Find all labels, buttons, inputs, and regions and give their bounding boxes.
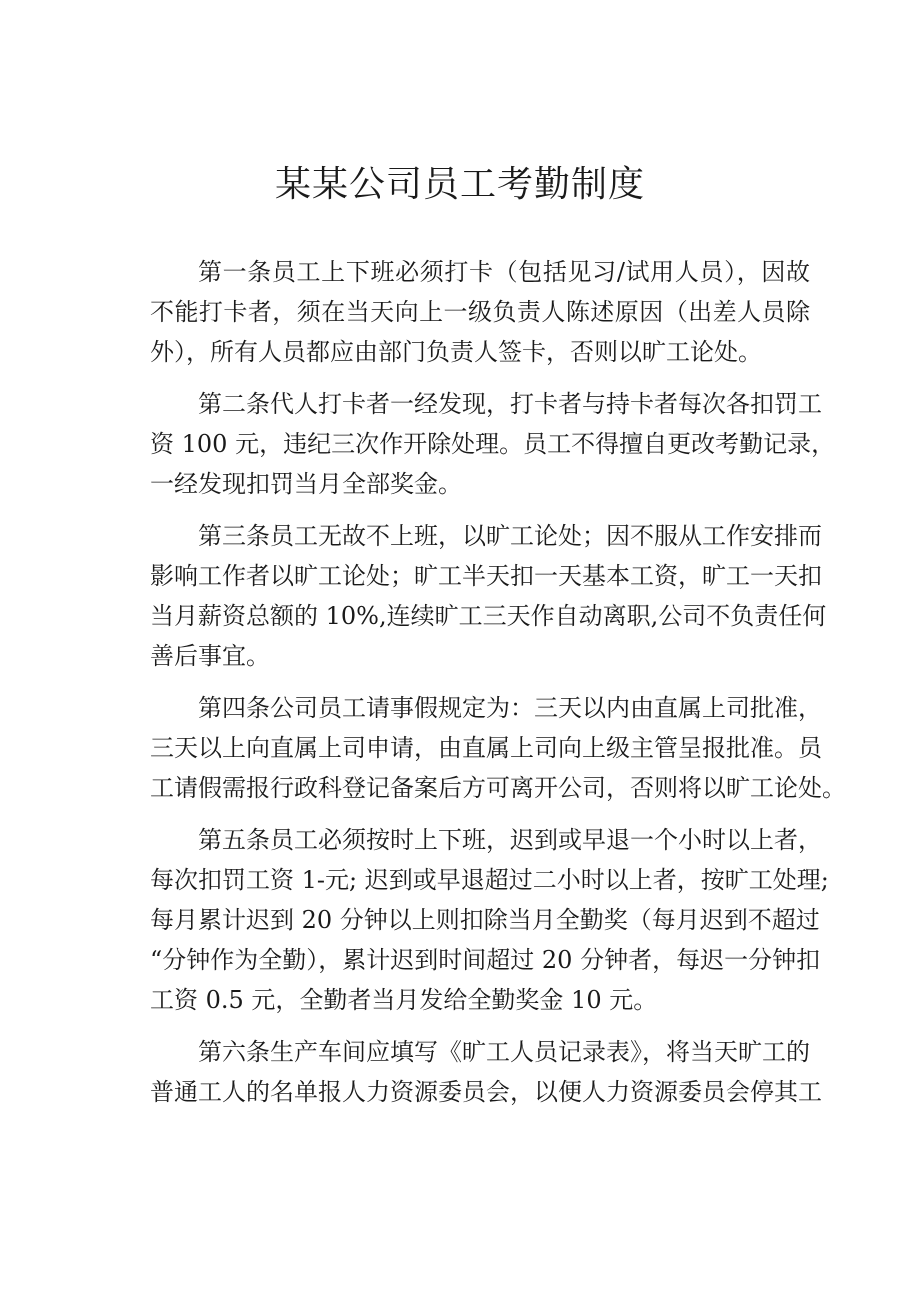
paragraph-line: 工资 0.5 元，全勤者当月发给全勤奖金 10 元。 (150, 986, 658, 1014)
paragraph-line: 外），所有人员都应由部门负责人签卡，否则以旷工论处。 (150, 338, 762, 366)
paragraph-line: 第二条代人打卡者一经发现，打卡者与持卡者每次各扣罚工 (198, 390, 822, 418)
paragraph-line: 第四条公司员工请事假规定为：三天以内由直属上司批准， (198, 694, 822, 722)
paragraph-line: 不能打卡者，须在当天向上一级负责人陈述原因（出差人员除 (150, 298, 810, 326)
paragraph-line: 第一条员工上下班必须打卡（包括见习/试用人员），因故 (198, 258, 810, 286)
paragraph-line: 资 100 元，违纪三次作开除处理。员工不得擅自更改考勤记录， (150, 430, 836, 458)
paragraph-line: 三天以上向直属上司申请，由直属上司向上级主管呈报批准。员 (150, 734, 822, 762)
paragraph-line: 当月薪资总额的 10%,连续旷工三天作自动离职,公司不负责任何 (150, 602, 827, 630)
paragraph-line: 每次扣罚工资 1-元; 迟到或早退超过二小时以上者，按旷工处理; (150, 866, 829, 894)
paragraph-line: 善后事宜。 (150, 642, 270, 670)
paragraph-line: 影响工作者以旷工论处；旷工半天扣一天基本工资，旷工一天扣 (150, 562, 822, 590)
paragraph-line: 第三条员工无故不上班，以旷工论处；因不服从工作安排而 (198, 522, 822, 550)
paragraph-line: 第五条员工必须按时上下班，迟到或早退一个小时以上者， (198, 826, 822, 854)
paragraph-line: 普通工人的名单报人力资源委员会，以便人力资源委员会停其工 (150, 1078, 822, 1106)
paragraph-line: 一经发现扣罚当月全部奖金。 (150, 470, 462, 498)
document-title: 某某公司员工考勤制度 (274, 164, 645, 205)
paragraph-line: 第六条生产车间应填写《旷工人员记录表》，将当天旷工的 (198, 1038, 810, 1066)
paragraph-line: 每月累计迟到 20 分钟以上则扣除当月全勤奖（每月迟到不超过 (150, 906, 820, 934)
paragraph-line: 工请假需报行政科登记备案后方可离开公司，否则将以旷工论处。 (150, 774, 846, 802)
paragraph-line: “分钟作为全勤），累计迟到时间超过 20 分钟者，每迟一分钟扣 (150, 946, 821, 974)
